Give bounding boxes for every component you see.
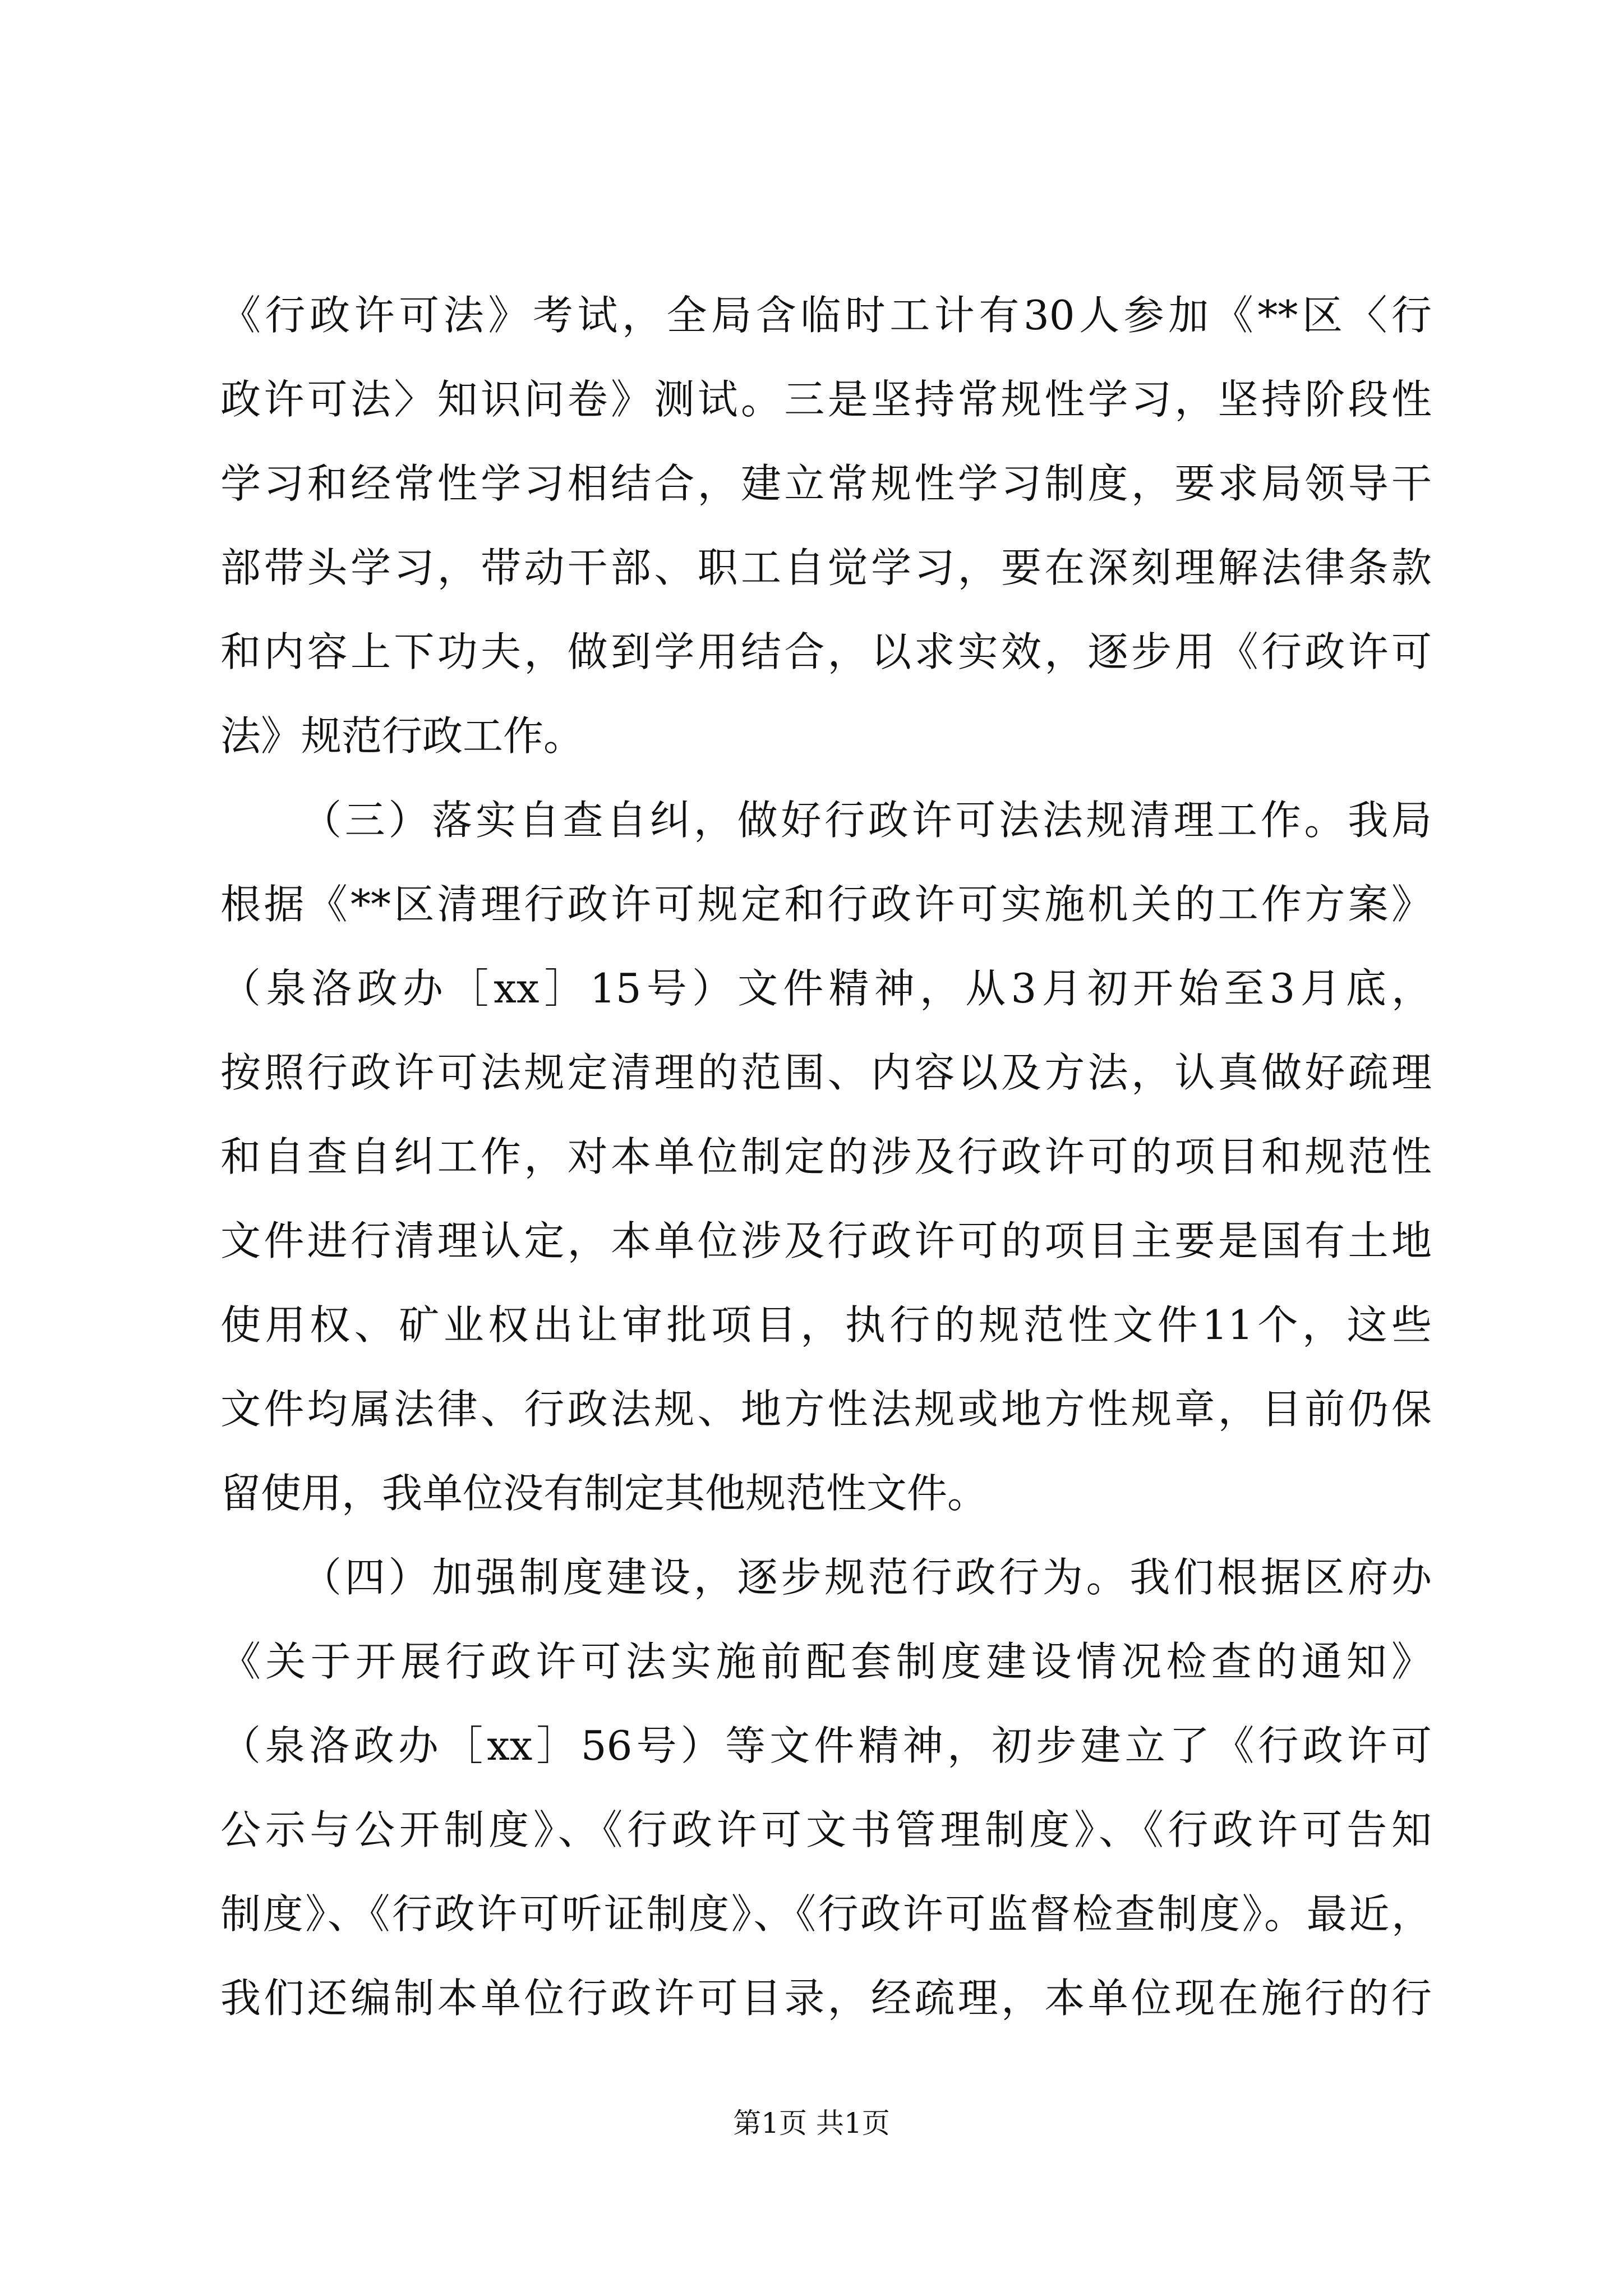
text-line: （三）落实自查自纠，做好行政许可法法规清理工作。我局 (301, 797, 1432, 844)
text-line: 留使用，我单位没有制定其他规范性文件。 (220, 1470, 988, 1517)
text-line: 按照行政许可法规定清理的范围、内容以及方法，认真做好疏理 (220, 1049, 1432, 1096)
text-line: （泉洛政办［xx］56号）等文件精神，初步建立了《行政许可 (220, 1722, 1432, 1769)
text-line: 政许可法〉知识问卷》测试。三是坚持常规性学习，坚持阶段性 (220, 376, 1432, 423)
text-line: （泉洛政办［xx］15号）文件精神，从3月初开始至3月底， (220, 965, 1432, 1012)
page-footer: 第1页 共1页 (733, 2107, 890, 2139)
text-line: 根据《**区清理行政许可规定和行政许可实施机关的工作方案》 (220, 881, 1432, 928)
text-line: 和内容上下功夫，做到学用结合，以求实效，逐步用《行政许可 (220, 628, 1432, 675)
text-line: 部带头学习，带动干部、职工自觉学习，要在深刻理解法律条款 (220, 544, 1432, 591)
text-line: 文件进行清理认定，本单位涉及行政许可的项目主要是国有土地 (220, 1217, 1432, 1264)
text-line: 制度》、《行政许可听证制度》、《行政许可监督检查制度》。最近， (220, 1890, 1432, 1938)
text-line: （四）加强制度建设，逐步规范行政行为。我们根据区府办 (301, 1554, 1432, 1601)
text-line: 文件均属法律、行政法规、地方性法规或地方性规章，目前仍保 (220, 1386, 1432, 1433)
text-line: 和自查自纠工作，对本单位制定的涉及行政许可的项目和规范性 (220, 1133, 1432, 1180)
text-line: 使用权、矿业权出让审批项目，执行的规范性文件11个，这些 (220, 1301, 1432, 1349)
text-line: 法》规范行政工作。 (220, 712, 584, 760)
text-line: 《关于开展行政许可法实施前配套制度建设情况检查的通知》 (220, 1638, 1432, 1685)
text-line: 《行政许可法》考试，全局含临时工计有30人参加《**区〈行 (220, 292, 1432, 339)
text-line: 我们还编制本单位行政许可目录，经疏理，本单位现在施行的行 (220, 1975, 1432, 2022)
text-line: 公示与公开制度》、《行政许可文书管理制度》、《行政许可告知 (220, 1806, 1432, 1853)
text-line: 学习和经常性学习相结合，建立常规性学习制度，要求局领导干 (220, 460, 1432, 507)
body-text (220, 292, 1432, 2059)
